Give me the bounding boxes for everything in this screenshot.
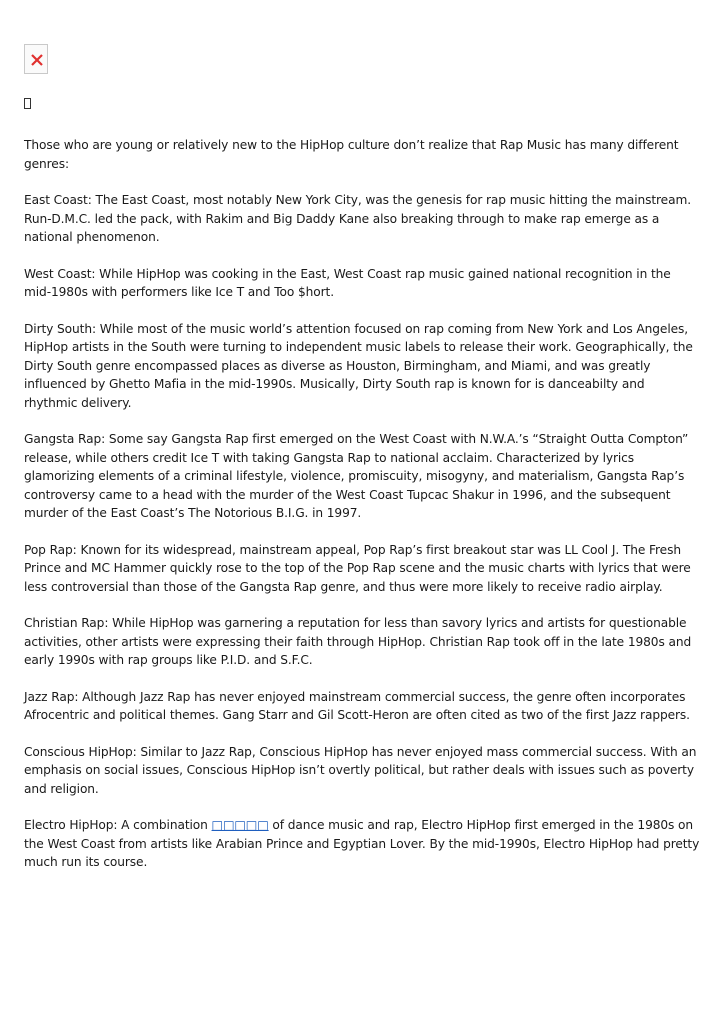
electro-text-after: of dance music and rap, Electro HipHop first emerged in the 1980s on the West Coast from artists like Arabian Prince and Egyptian Lover. By the mid-1990s, Electro HipHop had pretty much run its course. bbox=[24, 818, 700, 869]
inline-link[interactable]: □□□□□ bbox=[211, 818, 269, 832]
electro-text-before: Electro HipHop: A combination bbox=[24, 818, 212, 832]
paragraph-intro: Those who are young or relatively new to the HipHop culture don’t realize that Rap Music has many different genres: bbox=[24, 138, 679, 171]
paragraph-dirty-south: Dirty South: While most of the music world’s attention focused on rap coming from New York and Los Angeles, HipHop artists in the South were turning to independent music labels to release their work. Geographically, the Dirty South genre encompassed places as diverse as Houston, Birmingham, and Miami, and was greatly influenced by Ghetto Mafia in the mid-1990s. Musically, Dirty South rap is known for is danceabilty and rhythmic delivery. bbox=[24, 321, 693, 410]
paragraph-conscious-hiphop: Conscious HipHop: Similar to Jazz Rap, Conscious HipHop has never enjoyed mass commercial success. With an emphasis on social issues, Conscious HipHop isn’t overtly political, but rather deals with issues such as poverty and religion. bbox=[24, 744, 697, 796]
paragraph-electro-hiphop bbox=[24, 816, 700, 872]
paragraph-jazz-rap: Jazz Rap: Although Jazz Rap has never enjoyed mainstream commercial success, the genre often incorporates Afrocentric and political themes. Gang Starr and Gil Scott-Heron are often cited as two of the first Jazz rappers. bbox=[24, 689, 690, 722]
paragraph-christian-rap: Christian Rap: While HipHop was garnering a reputation for less than savory lyrics and artists for questionable activities, other artists were expressing their faith through HipHop. Christian Rap took off in the late 1980s and early 1990s with rap groups like P.I.D. and S.F.C. bbox=[24, 616, 692, 667]
broken-image-icon bbox=[24, 44, 48, 74]
article-body bbox=[24, 136, 700, 890]
missing-glyph-icon bbox=[24, 98, 31, 109]
paragraph-west-coast: West Coast: While HipHop was cooking in the East, West Coast rap music gained national recognition in the mid-1980s with performers like Ice T and Too $hort. bbox=[24, 266, 671, 299]
paragraph-gangsta-rap: Gangsta Rap: Some say Gangsta Rap first emerged on the West Coast with N.W.A.’s “Straight Outta Compton” release, while others credit Ice T with taking Gangsta Rap to national acclaim. Characterized by lyrics glamorizing elements of a criminal lifestyle, violence, promiscuity, misogyny, and materialism, Gangsta Rap’s controversy came to a head with the murder of the West Coast Tupcac Shakur in 1996, and the subsequent murder of the East Coast’s The Notorious B.I.G. in 1997. bbox=[24, 432, 689, 520]
paragraph-east-coast: East Coast: The East Coast, most notably New York City, was the genesis for rap music hitting the mainstream. Run-D.M.C. led the pack, with Rakim and Big Daddy Kane also breaking through to make rap emerge as a national phenomenon. bbox=[24, 193, 691, 244]
paragraph-pop-rap: Pop Rap: Known for its widespread, mainstream appeal, Pop Rap’s first breakout star was LL Cool J. The Fresh Prince and MC Hammer quickly rose to the top of the Pop Rap scene and the music charts with lyrics that were less controversial than those of the Gangsta Rap genre, and thus were more likely to receive radio airplay. bbox=[24, 542, 691, 594]
